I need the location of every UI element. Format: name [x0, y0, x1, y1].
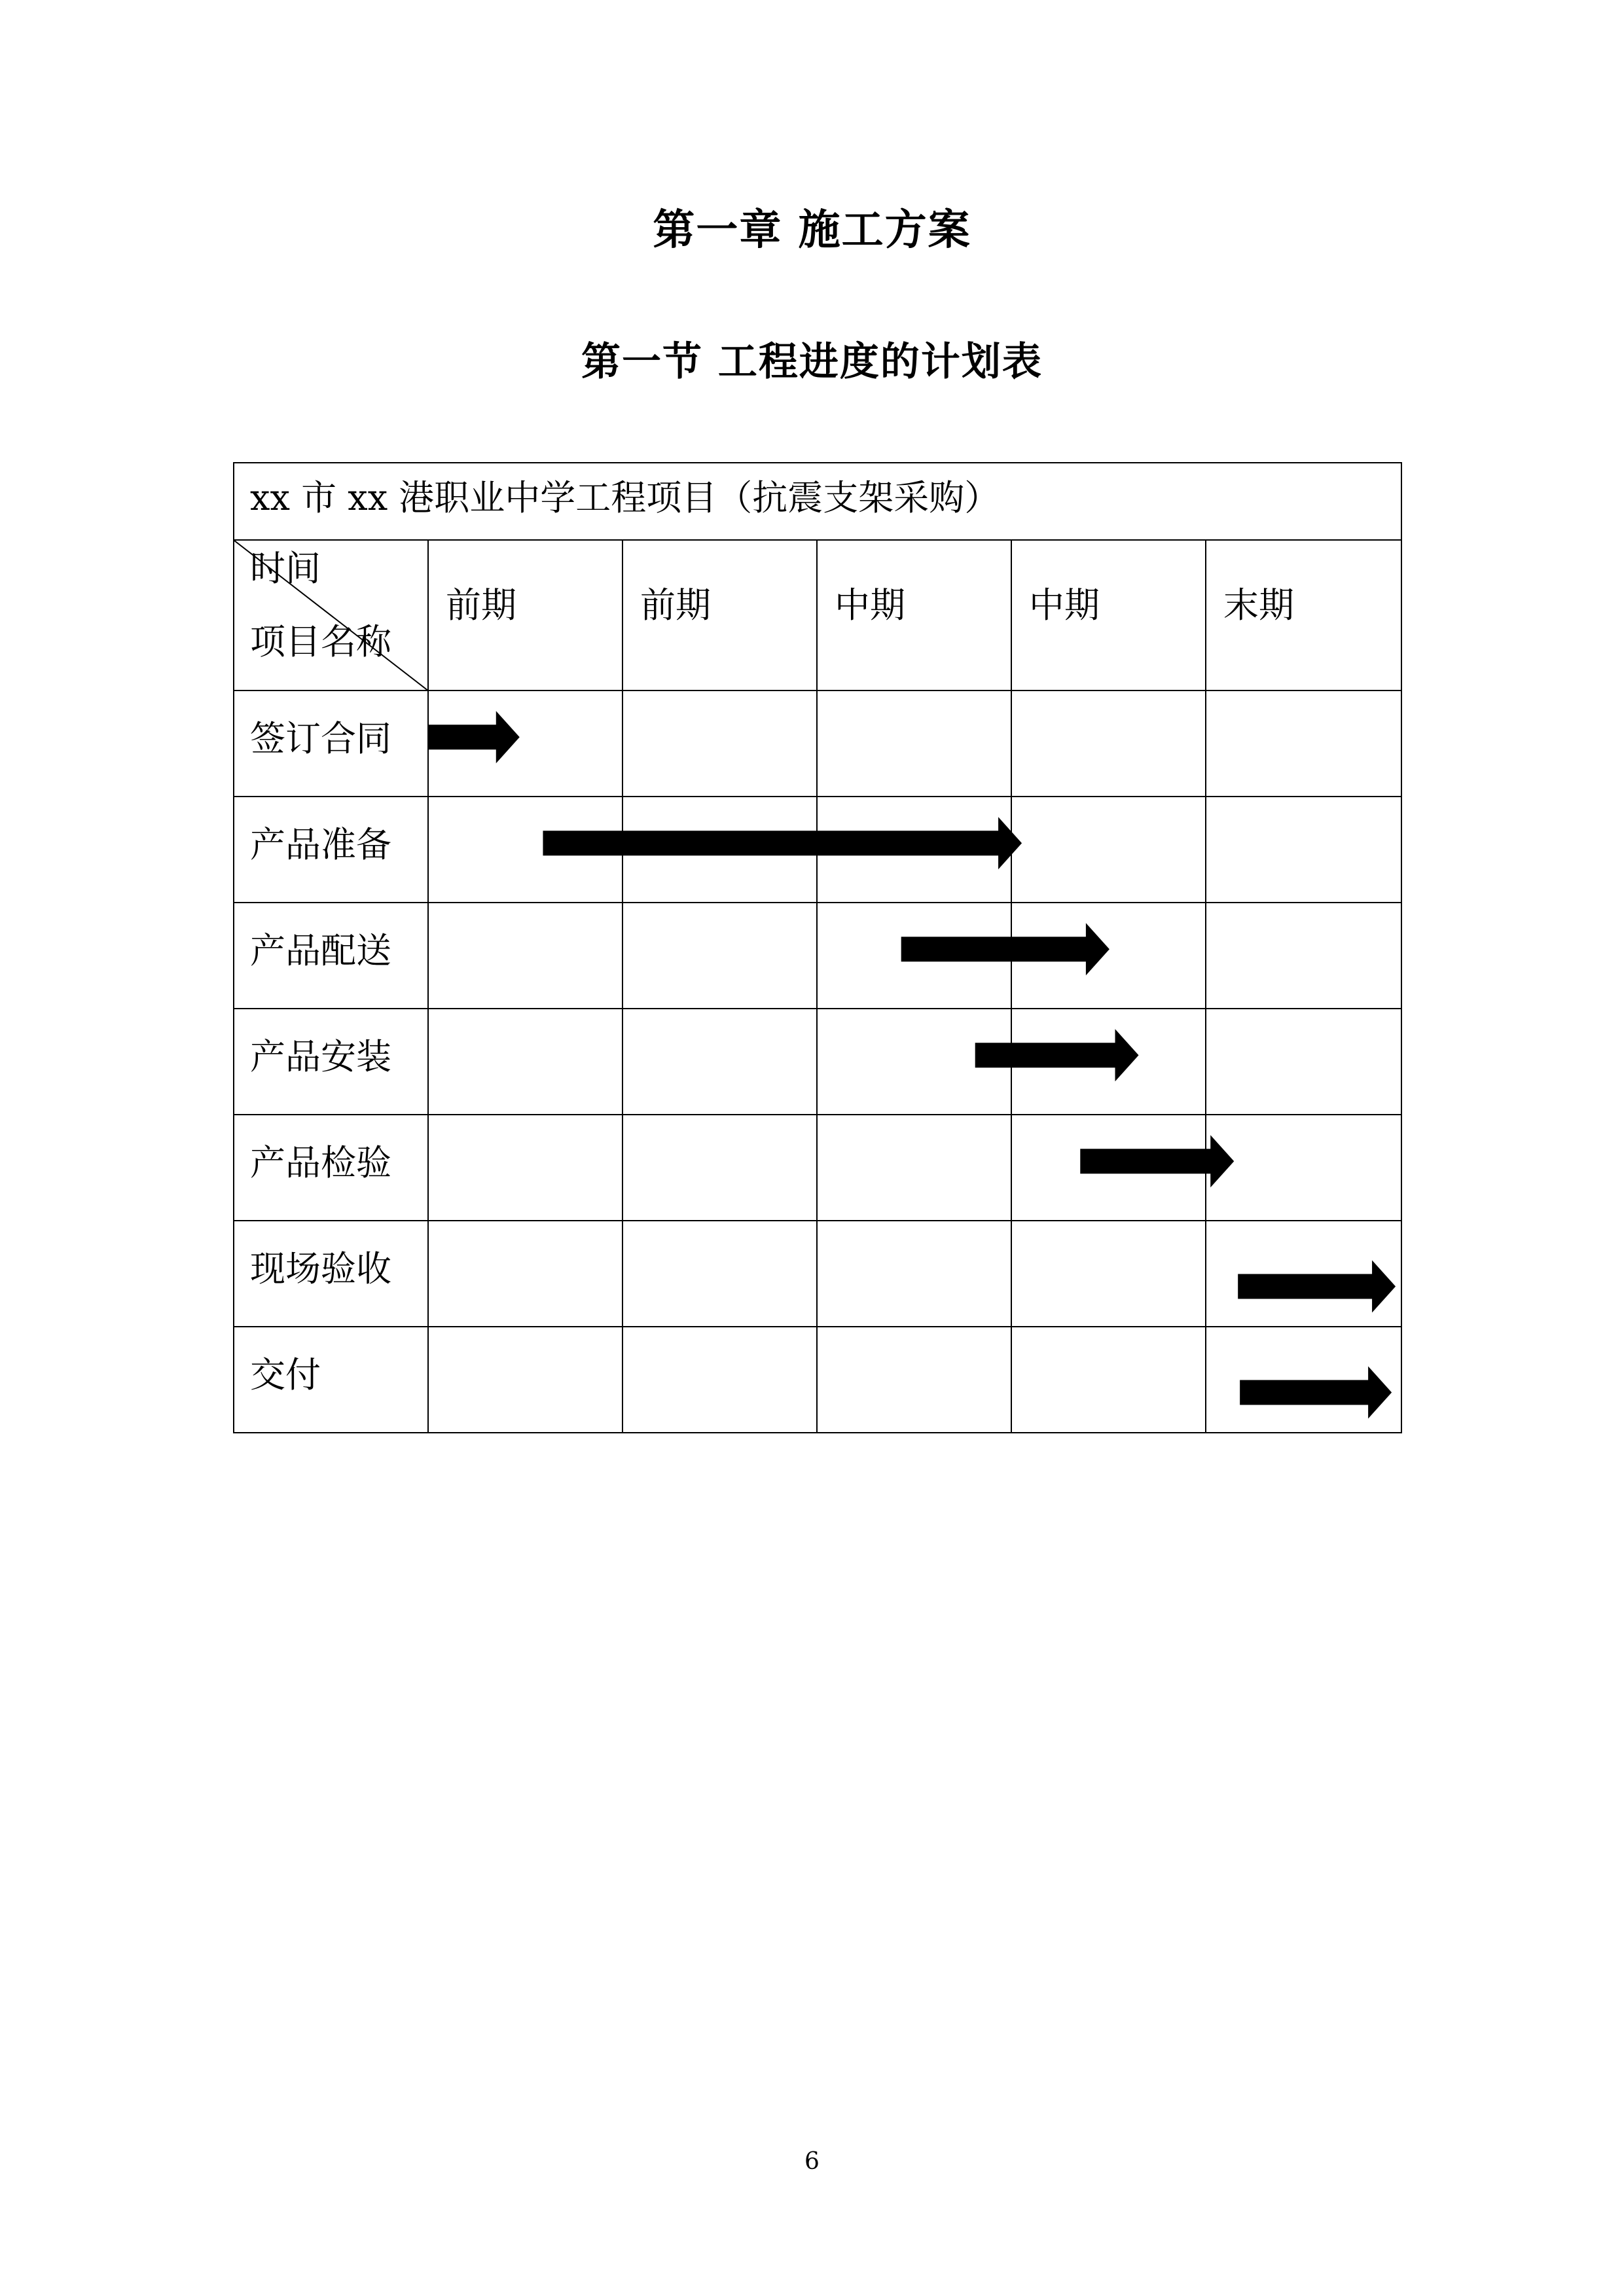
period-cell	[623, 540, 817, 691]
chapter-title: 第一章 施工方案	[653, 206, 971, 255]
task-name-cell	[234, 1115, 428, 1221]
period-slot-cell	[623, 903, 817, 1009]
task-name-cell	[234, 1221, 428, 1327]
period-slot-cell	[623, 1009, 817, 1115]
period-slot-cell	[1206, 691, 1401, 797]
period-slot-cell	[1206, 1221, 1401, 1327]
task-name-cell	[234, 797, 428, 903]
period-slot-cell	[817, 797, 1011, 903]
period-slot-cell	[428, 903, 623, 1009]
period-label: 中期	[1029, 584, 1100, 626]
schedule-table	[233, 462, 1401, 1433]
task-row	[234, 1221, 1401, 1327]
period-slot-cell	[428, 797, 623, 903]
task-row	[234, 797, 1401, 903]
period-slot-cell	[1011, 1327, 1206, 1433]
task-name: 签订合同	[250, 718, 391, 759]
period-cell	[428, 540, 623, 691]
period-slot-cell	[1206, 1115, 1401, 1221]
header-corner-cell	[234, 540, 428, 691]
project-title: xx 市 xx 港职业中学工程项目（抗震支架采购）	[250, 476, 1000, 518]
section-title: 第一节 工程进度的计划表	[581, 339, 1043, 385]
task-name: 产品安装	[250, 1036, 391, 1077]
period-label: 末期	[1223, 584, 1294, 626]
period-slot-cell	[817, 1009, 1011, 1115]
period-slot-cell	[428, 1327, 623, 1433]
task-name-cell	[234, 903, 428, 1009]
period-slot-cell	[1011, 1009, 1206, 1115]
period-slot-cell	[428, 691, 623, 797]
period-cell	[817, 540, 1011, 691]
period-slot-cell	[1206, 1009, 1401, 1115]
period-slot-cell	[817, 691, 1011, 797]
period-slot-cell	[1206, 903, 1401, 1009]
period-slot-cell	[623, 797, 817, 903]
period-slot-cell	[623, 1115, 817, 1221]
period-slot-cell	[428, 1009, 623, 1115]
task-row	[234, 903, 1401, 1009]
period-slot-cell	[817, 1327, 1011, 1433]
period-slot-cell	[1206, 797, 1401, 903]
task-name: 交付	[250, 1354, 321, 1395]
task-row	[234, 1327, 1401, 1433]
period-slot-cell	[1206, 1327, 1401, 1433]
task-name-cell	[234, 691, 428, 797]
period-label: 中期	[835, 584, 905, 626]
period-slot-cell	[817, 903, 1011, 1009]
item-label: 项目名称	[250, 621, 391, 662]
time-label: 时间	[250, 548, 321, 589]
period-slot-cell	[1011, 797, 1206, 903]
project-title-cell	[234, 463, 1401, 540]
period-slot-cell	[623, 1327, 817, 1433]
period-slot-cell	[1011, 1221, 1206, 1327]
page-number: 6	[804, 2148, 820, 2175]
task-row	[234, 691, 1401, 797]
task-name: 现场验收	[250, 1248, 391, 1289]
period-cell	[1011, 540, 1206, 691]
period-slot-cell	[623, 691, 817, 797]
period-slot-cell	[817, 1115, 1011, 1221]
period-slot-cell	[817, 1221, 1011, 1327]
period-slot-cell	[428, 1115, 623, 1221]
period-label: 前期	[446, 584, 516, 626]
period-label: 前期	[640, 584, 711, 626]
task-row	[234, 1009, 1401, 1115]
period-slot-cell	[428, 1221, 623, 1327]
task-name: 产品检验	[250, 1142, 391, 1183]
period-slot-cell	[1011, 691, 1206, 797]
task-name: 产品配送	[250, 930, 391, 971]
period-slot-cell	[1011, 1115, 1206, 1221]
task-row	[234, 1115, 1401, 1221]
task-name-cell	[234, 1327, 428, 1433]
period-slot-cell	[623, 1221, 817, 1327]
task-name-cell	[234, 1009, 428, 1115]
period-slot-cell	[1011, 903, 1206, 1009]
period-cell	[1206, 540, 1401, 691]
task-name: 产品准备	[250, 824, 391, 865]
